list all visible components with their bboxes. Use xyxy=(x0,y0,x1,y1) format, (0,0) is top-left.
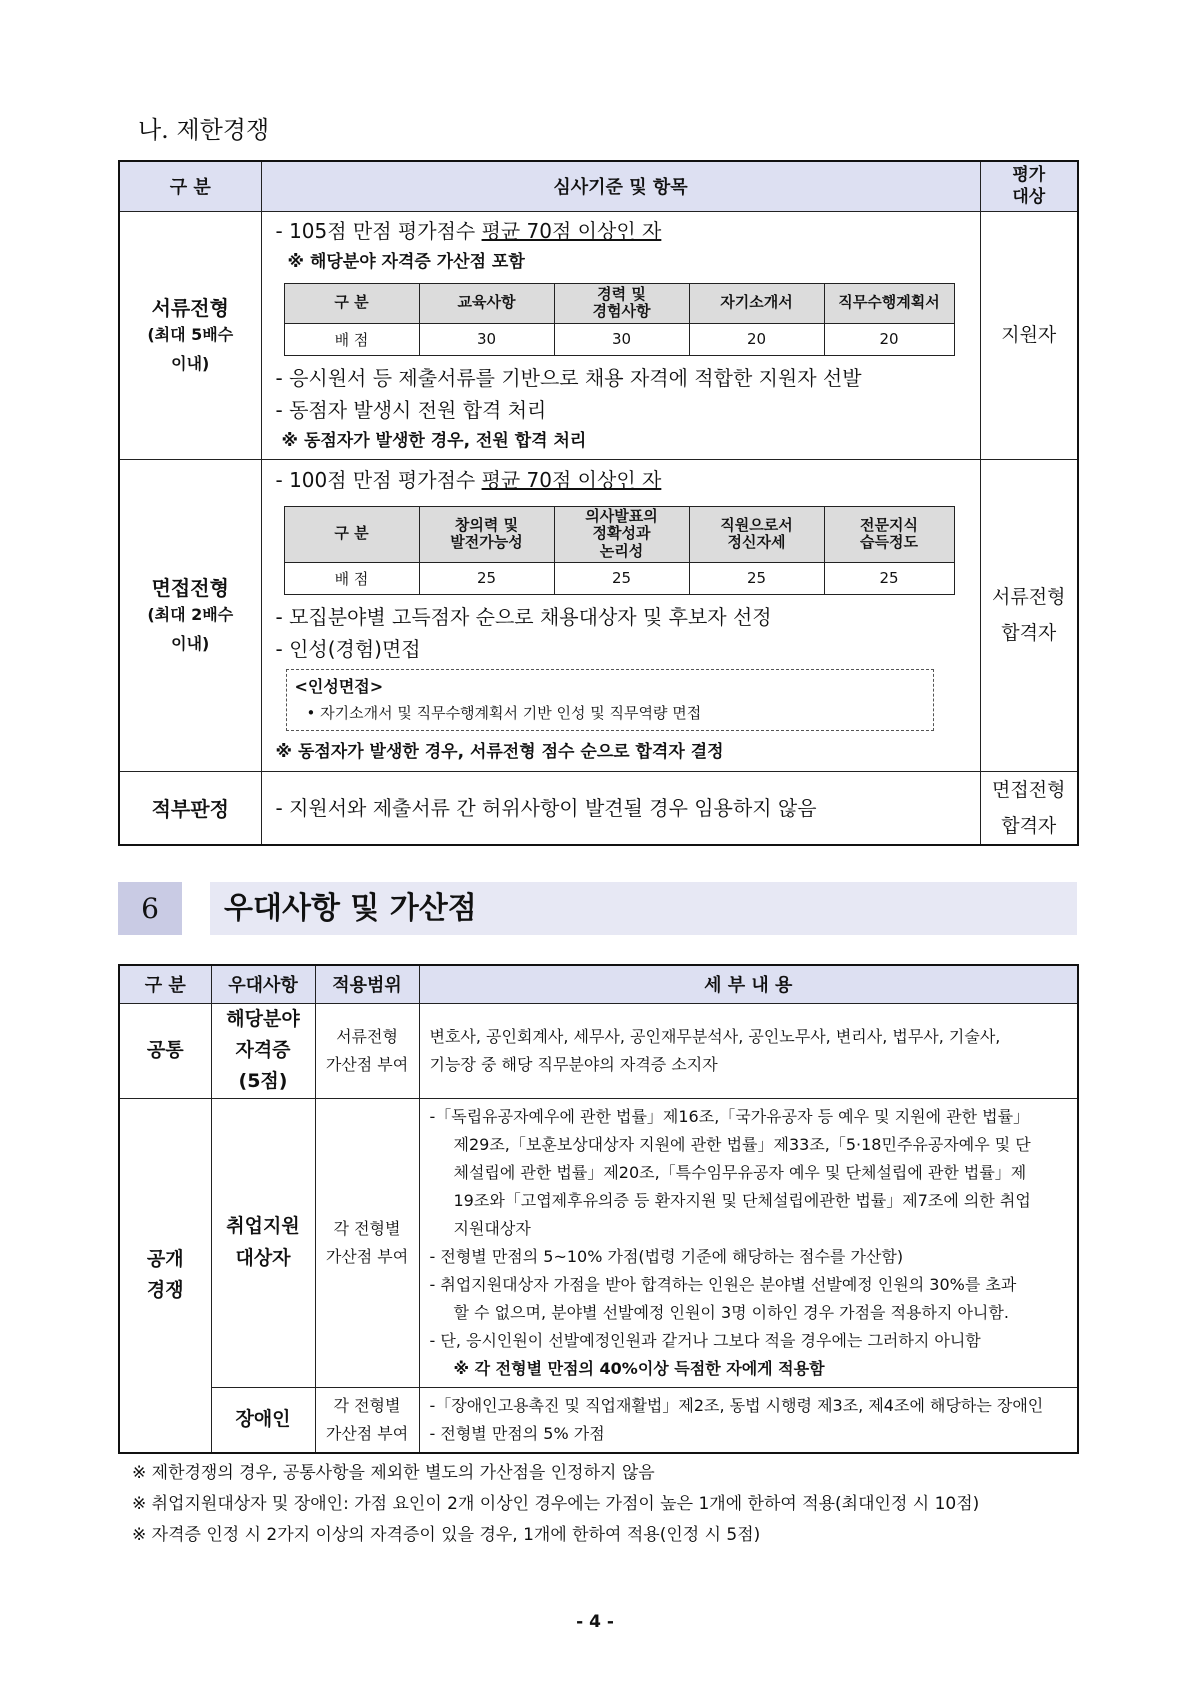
interview-criteria xyxy=(261,459,980,771)
row-suitability xyxy=(119,771,261,845)
doc-score-value: 20 xyxy=(824,323,954,355)
common-category: 공통 xyxy=(119,1003,211,1098)
int-score-value: 25 xyxy=(689,562,824,594)
detail-note: ※ 각 전형별 만점의 40%이상 득점한 자에게 적용함 xyxy=(453,1358,825,1378)
header-category: 구 분 xyxy=(119,161,261,211)
doc-score-header: 직무수행계획서 xyxy=(824,283,954,323)
document-score-table xyxy=(284,283,955,356)
document-screening-name: 서류전형 xyxy=(151,295,229,320)
suitability-line: - 지원서와 제출서류 간 허위사항이 발견될 경우 임용하지 않음 xyxy=(275,795,817,820)
interview-target: 서류전형 합격자 xyxy=(980,459,1078,771)
doc-score-header: 구 분 xyxy=(284,283,419,323)
suitability-target: 면접전형 합격자 xyxy=(980,771,1078,845)
personality-interview-title: <인성면접> xyxy=(294,676,384,696)
suitability-criteria xyxy=(261,771,980,845)
disabled-preference: 장애인 xyxy=(211,1387,315,1453)
open-category: 공개 경쟁 xyxy=(119,1098,211,1453)
document-line1-prefix: - 105점 만점 평가점수 xyxy=(275,218,482,243)
doc-score-value: 30 xyxy=(554,323,689,355)
disabled-detail xyxy=(419,1387,1078,1453)
interview-score-table xyxy=(284,506,955,595)
common-detail xyxy=(419,1003,1078,1098)
int-score-value: 25 xyxy=(554,562,689,594)
detail-line: 기능장 중 해당 직무분야의 자격증 소지자 xyxy=(429,1054,718,1074)
int-score-header: 전문지식 습득정도 xyxy=(824,506,954,562)
employment-support-scope: 각 전형별 가산점 부여 xyxy=(315,1098,419,1387)
document-screening-limit: (최대 5배수 이내) xyxy=(147,324,234,373)
doc-score-value: 30 xyxy=(419,323,554,355)
detail-line: 변호사, 공인회계사, 세무사, 공인재무분석사, 공인노무사, 변리사, 법무사, 기술사, xyxy=(429,1026,1001,1046)
pref-header: 구 분 xyxy=(119,965,211,1003)
document-line3: - 동점자 발생시 전원 합격 처리 xyxy=(275,397,547,422)
interview-line1 xyxy=(276,464,966,496)
section-title: 나. 제한경쟁 xyxy=(138,116,270,144)
detail-line: 19조와「고엽제후유의증 등 환자지원 및 단체설립에관한 법률」제7조에 의한 취업 xyxy=(453,1190,1031,1210)
personality-interview-box xyxy=(286,669,934,731)
page-number: - 4 - xyxy=(576,1612,614,1632)
interview-line1-underlined: 평균 70점 이상인 자 xyxy=(481,467,662,492)
pref-header: 적용범위 xyxy=(315,965,419,1003)
interview-line2: - 모집분야별 고득점자 순으로 채용대상자 및 후보자 선정 xyxy=(275,604,772,629)
employment-support-preference: 취업지원 대상자 xyxy=(211,1098,315,1387)
footnote: ※ 취업지원대상자 및 장애인: 가점 요인이 2개 이상인 경우에는 가점이 높은 1개에 한하여 적용(최대인정 시 10점) xyxy=(132,1494,980,1514)
interview-line1-prefix: - 100점 만점 평가점수 xyxy=(275,467,482,492)
common-scope: 서류전형 가산점 부여 xyxy=(315,1003,419,1098)
preference-table xyxy=(118,964,1079,1454)
pref-header: 우대사항 xyxy=(211,965,315,1003)
int-score-value: 25 xyxy=(419,562,554,594)
doc-score-header: 자기소개서 xyxy=(689,283,824,323)
int-score-header: 창의력 및 발전가능성 xyxy=(419,506,554,562)
int-score-header: 의사발표의 정확성과 논리성 xyxy=(554,506,689,562)
disabled-scope: 각 전형별 가산점 부여 xyxy=(315,1387,419,1453)
int-score-value: 배 점 xyxy=(284,562,419,594)
detail-line: - 전형별 만점의 5% 가점 xyxy=(429,1423,605,1443)
header-criteria: 심사기준 및 항목 xyxy=(261,161,980,211)
detail-line: -「독립유공자예우에 관한 법률」제16조,「국가유공자 등 예우 및 지원에 관한 법률」 xyxy=(429,1106,1030,1126)
footnote: ※ 제한경쟁의 경우, 공통사항을 제외한 별도의 가산점을 인정하지 않음 xyxy=(132,1463,655,1483)
detail-line: - 취업지원대상자 가점을 받아 합격하는 인원은 분야별 선발예정 인원의 30%를 초과 xyxy=(429,1274,1017,1294)
section6-number: 6 xyxy=(118,882,182,935)
document-note1: ※ 해당분야 자격증 가산점 포함 xyxy=(287,251,525,272)
header-eval-target-text: 평가 대상 xyxy=(1012,165,1046,208)
detail-line: 할 수 없으며, 분야별 선발예정 인원이 3명 이하인 경우 가점을 적용하지 아니함. xyxy=(453,1302,1009,1322)
footnote: ※ 자격증 인정 시 2가지 이상의 자격증이 있을 경우, 1개에 한하여 적용(인정 시 5점) xyxy=(132,1525,761,1545)
document-screening-line1 xyxy=(276,215,966,247)
employment-support-detail xyxy=(419,1098,1078,1387)
detail-line: 체설립에 관한 법률」제20조,「특수임무유공자 예우 및 단체설립에 관한 법률」제 xyxy=(453,1162,1027,1182)
doc-score-value: 20 xyxy=(689,323,824,355)
common-preference: 해당분야 자격증 (5점) xyxy=(211,1003,315,1098)
interview-note: ※ 동점자가 발생한 경우, 서류전형 점수 순으로 합격자 결정 xyxy=(275,741,724,762)
detail-line: 제29조,「보훈보상대상자 지원에 관한 법률」제33조,「5·18민주유공자예우 및 단 xyxy=(453,1134,1031,1154)
screening-table xyxy=(118,160,1079,846)
document-line2: - 응시원서 등 제출서류를 기반으로 채용 자격에 적합한 지원자 선발 xyxy=(275,365,862,390)
interview-limit: (최대 2배수 이내) xyxy=(147,604,234,653)
int-score-value: 25 xyxy=(824,562,954,594)
interview-name: 면접전형 xyxy=(151,575,229,600)
detail-line: - 단, 응시인원이 선발예정인원과 같거나 그보다 적을 경우에는 그러하지 아니함 xyxy=(429,1330,981,1350)
doc-score-header: 교육사항 xyxy=(419,283,554,323)
detail-line: -「장애인고용촉진 및 직업재활법」제2조, 동법 시행령 제3조, 제4조에 해당하는 장애인 xyxy=(429,1395,1044,1415)
int-score-header: 구 분 xyxy=(284,506,419,562)
doc-score-header: 경력 및 경험사항 xyxy=(554,283,689,323)
header-eval-target xyxy=(980,161,1078,211)
personality-interview-item: • 자기소개서 및 직무수행계획서 기반 인성 및 직무역량 면접 xyxy=(306,703,702,722)
footnotes xyxy=(132,1458,979,1551)
row-document-screening xyxy=(119,211,261,459)
int-score-header: 직원으로서 정신자세 xyxy=(689,506,824,562)
section6-title: 우대사항 및 가산점 xyxy=(210,882,1077,935)
suitability-name: 적부판정 xyxy=(151,797,229,822)
pref-header: 세 부 내 용 xyxy=(419,965,1078,1003)
document-target: 지원자 xyxy=(980,211,1078,459)
doc-score-value: 배 점 xyxy=(284,323,419,355)
document-note2: ※ 동점자가 발생한 경우, 전원 합격 처리 xyxy=(281,430,587,451)
detail-line: - 전형별 만점의 5~10% 가점(법령 기준에 해당하는 점수를 가산함) xyxy=(429,1246,904,1266)
document-line1-underlined: 평균 70점 이상인 자 xyxy=(481,218,662,243)
row-interview xyxy=(119,459,261,771)
detail-line: 지원대상자 xyxy=(453,1218,531,1238)
document-screening-criteria xyxy=(261,211,980,459)
interview-line3: - 인성(경험)면접 xyxy=(275,636,421,661)
